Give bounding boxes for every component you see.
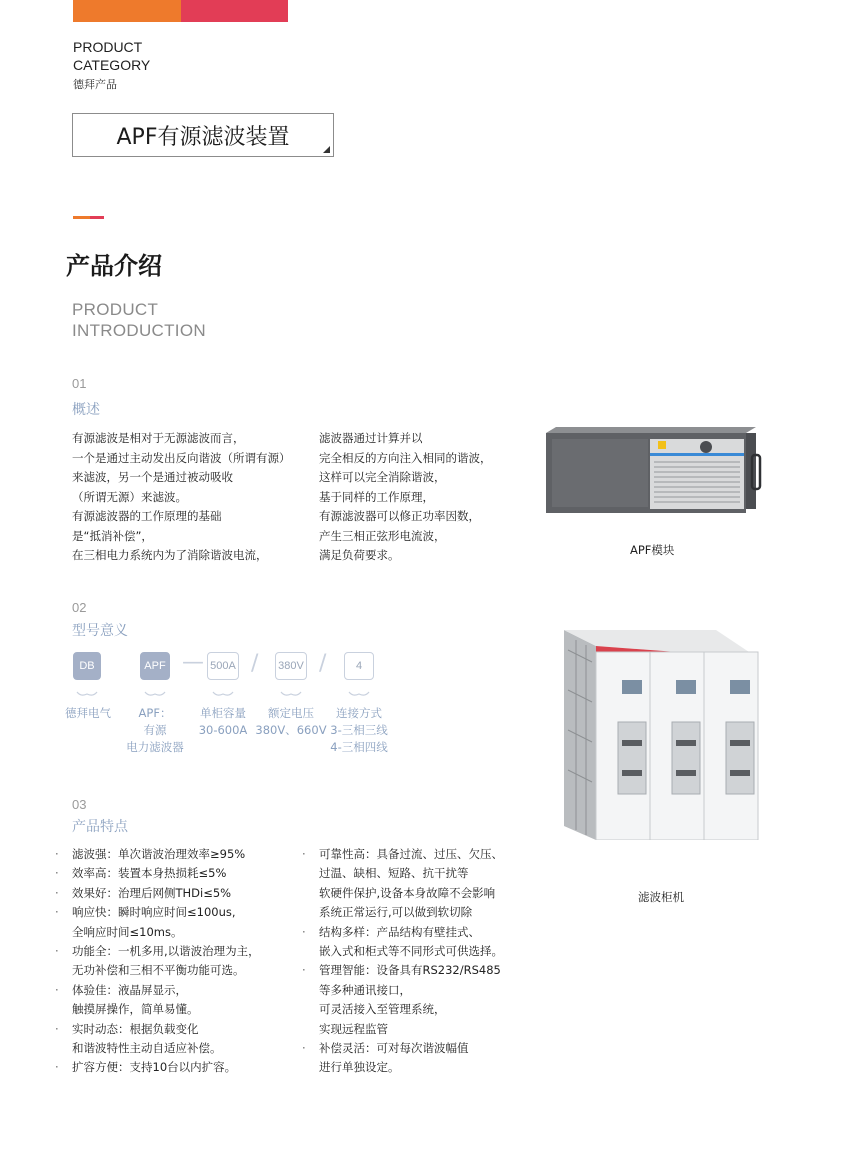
model-label-connection [327, 705, 391, 756]
feature-continuation: 触摸屏操作，简单易懂。 [72, 1002, 199, 1017]
model-label-line: 电力滤波器 [126, 740, 184, 754]
feature-item [55, 942, 260, 961]
features-title: 产品特点 [72, 819, 128, 835]
feature-text: 响应快：瞬时响应时间≤100us, [72, 905, 236, 920]
feature-continuation: 全响应时间≤10ms。 [72, 924, 183, 939]
top-bar-red [181, 0, 288, 22]
model-chip-connection: 4 [344, 652, 374, 680]
overview-line: 一个是通过主动发出反向谐波（所谓有源） [72, 450, 291, 465]
bullet-icon: · [302, 847, 306, 861]
model-label-line: 30-600A [198, 723, 248, 737]
model-label-line: 4-三相四线 [330, 740, 388, 754]
feature-item [55, 981, 260, 1000]
feature-continuation: 和谐波特性主动自适应补偿。 [72, 1041, 222, 1056]
feature-continuation: 实现远程监管 [319, 1021, 388, 1036]
feature-continuation: 等多种通讯接口， [319, 982, 411, 997]
overview-line: （所谓无源）来滤波。 [72, 489, 187, 504]
overview-line: 是“抵消补偿”， [72, 528, 153, 543]
model-label-capacity [193, 705, 253, 739]
feature-text: 效率高：装置本身热损耗≤5% [72, 866, 227, 881]
model-number: 02 [72, 600, 87, 615]
overview-line: 完全相反的方向注入相同的谐波， [319, 450, 492, 465]
model-label-line: APF： [138, 706, 172, 720]
overview-line: 滤波器通过计算并以 [319, 431, 423, 445]
overview-line: 有源滤波器可以修正功率因数， [319, 509, 480, 523]
bullet-icon: · [302, 924, 306, 939]
apf-module-image [546, 425, 764, 525]
feature-continuation: 可灵活接入至管理系统， [319, 1002, 446, 1017]
brace-icon [212, 690, 234, 698]
overview-line: 基于同样的工作原理， [319, 489, 434, 504]
overview-line: 产生三相正弦形电流波， [319, 528, 446, 543]
overview-number: 01 [72, 376, 87, 391]
feature-text: 效果好：治理后网侧THDi≤5% [72, 885, 232, 900]
feature-continuation: 过温、缺相、短路、抗干扰等 [319, 866, 469, 881]
features-col-1 [55, 845, 260, 1078]
feature-text: 体验佳：液晶屏显示， [72, 982, 187, 997]
accent-orange [73, 216, 90, 219]
feature-continuation: 进行单独设定。 [319, 1060, 400, 1075]
overview-line: 有源滤波是相对于无源滤波而言， [72, 431, 245, 445]
feature-item [302, 845, 503, 864]
model-chip-capacity: 500A [207, 652, 239, 680]
model-dash: — [182, 650, 204, 675]
feature-text: 扩容方便：支持10台以内扩容。 [72, 1060, 237, 1075]
model-label-line: 380V、660V [255, 723, 327, 737]
product-title-box [72, 113, 334, 157]
feature-continuation: 软硬件保护,设备本身故障不会影响 [319, 885, 496, 900]
feature-item [55, 864, 260, 883]
model-label-apf [115, 705, 195, 756]
feature-text: 管理智能：设备具有RS232/RS485 [319, 963, 501, 978]
intro-title-en-line-2: INTRODUCTION [72, 321, 206, 340]
feature-item [55, 1058, 260, 1077]
model-chip-db: DB [73, 652, 101, 680]
category-en [73, 38, 150, 74]
feature-text: 滤波强：单次谐波治理效率≥95% [72, 847, 246, 861]
model-label-line: 单柜容量 [200, 706, 246, 720]
product-title: APF有源滤波装置 [116, 124, 290, 150]
apf-module-caption: APF模块 [630, 543, 675, 557]
model-label-line: 3-三相三线 [330, 723, 388, 737]
accent-red [90, 216, 104, 219]
bullet-icon: · [55, 905, 59, 920]
features-col-2 [302, 845, 503, 1078]
bullet-icon: · [55, 847, 59, 861]
intro-title-cn: 产品介绍 [66, 252, 162, 280]
overview-line: 满足负荷要求。 [319, 548, 400, 562]
feature-text: 功能全：一机多用,以谐波治理为主， [72, 944, 260, 959]
feature-text: 补偿灵活：可对每次谐波幅值 [319, 1041, 469, 1056]
feature-item [55, 845, 260, 864]
feature-item [302, 1039, 503, 1058]
bullet-icon: · [55, 1021, 59, 1036]
feature-text: 结构多样：产品结构有壁挂式、 [319, 924, 480, 939]
model-label-voltage [253, 705, 329, 739]
category-en-line-2: CATEGORY [73, 57, 151, 73]
model-label-line: 额定电压 [268, 706, 314, 720]
cabinet-caption: 滤波柜机 [638, 890, 684, 904]
category-en-line-1: PRODUCT [73, 39, 143, 55]
feature-item [55, 903, 260, 922]
accent-line [73, 216, 104, 219]
model-label-line: 有源 [143, 723, 167, 737]
model-slash-2: / [319, 651, 327, 676]
model-chip-apf: APF [140, 652, 170, 680]
feature-item [302, 923, 503, 942]
corner-triangle-icon [323, 146, 330, 153]
feature-text: 实时动态：根据负载变化 [72, 1021, 199, 1036]
intro-title-en-line-1: PRODUCT [72, 300, 159, 319]
model-label-brand [58, 705, 118, 722]
feature-continuation: 无功补偿和三相不平衡功能可选。 [72, 963, 245, 978]
brace-icon [144, 690, 166, 698]
feature-item [55, 1020, 260, 1039]
model-label-line: 德拜电气 [65, 706, 111, 720]
bullet-icon: · [302, 1041, 306, 1056]
bullet-icon: · [55, 866, 59, 881]
overview-line: 在三相电力系统内为了消除谐波电流， [72, 548, 268, 562]
brace-icon [348, 690, 370, 698]
feature-item [55, 884, 260, 903]
overview-line: 有源滤波器的工作原理的基础 [72, 509, 222, 523]
brace-icon [76, 690, 98, 698]
overview-title: 概述 [72, 402, 100, 418]
model-title: 型号意义 [72, 623, 128, 639]
feature-item [302, 961, 503, 980]
feature-continuation: 嵌入式和柜式等不同形式可供选择。 [319, 944, 503, 959]
model-slash-1: / [251, 651, 259, 676]
bullet-icon: · [55, 944, 59, 959]
intro-title-en [72, 299, 206, 341]
model-chip-voltage: 380V [275, 652, 307, 680]
feature-continuation: 系统正常运行,可以做到软切除 [319, 905, 473, 920]
bullet-icon: · [302, 963, 306, 978]
features-number: 03 [72, 797, 87, 812]
overview-col-2 [319, 429, 492, 566]
overview-line: 来滤波，另一个是通过被动吸收 [72, 470, 233, 484]
feature-text: 可靠性高：具备过流、过压、欠压、 [319, 847, 503, 861]
overview-line: 这样可以完全消除谐波， [319, 470, 446, 484]
bullet-icon: · [55, 982, 59, 997]
brace-icon [280, 690, 302, 698]
model-label-line: 连接方式 [336, 706, 382, 720]
bullet-icon: · [55, 1060, 59, 1075]
filter-cabinet-image [556, 630, 760, 840]
category-cn: 德拜产品 [73, 78, 117, 91]
bullet-icon: · [55, 885, 59, 900]
overview-col-1 [72, 429, 291, 566]
top-bar-orange [73, 0, 181, 22]
